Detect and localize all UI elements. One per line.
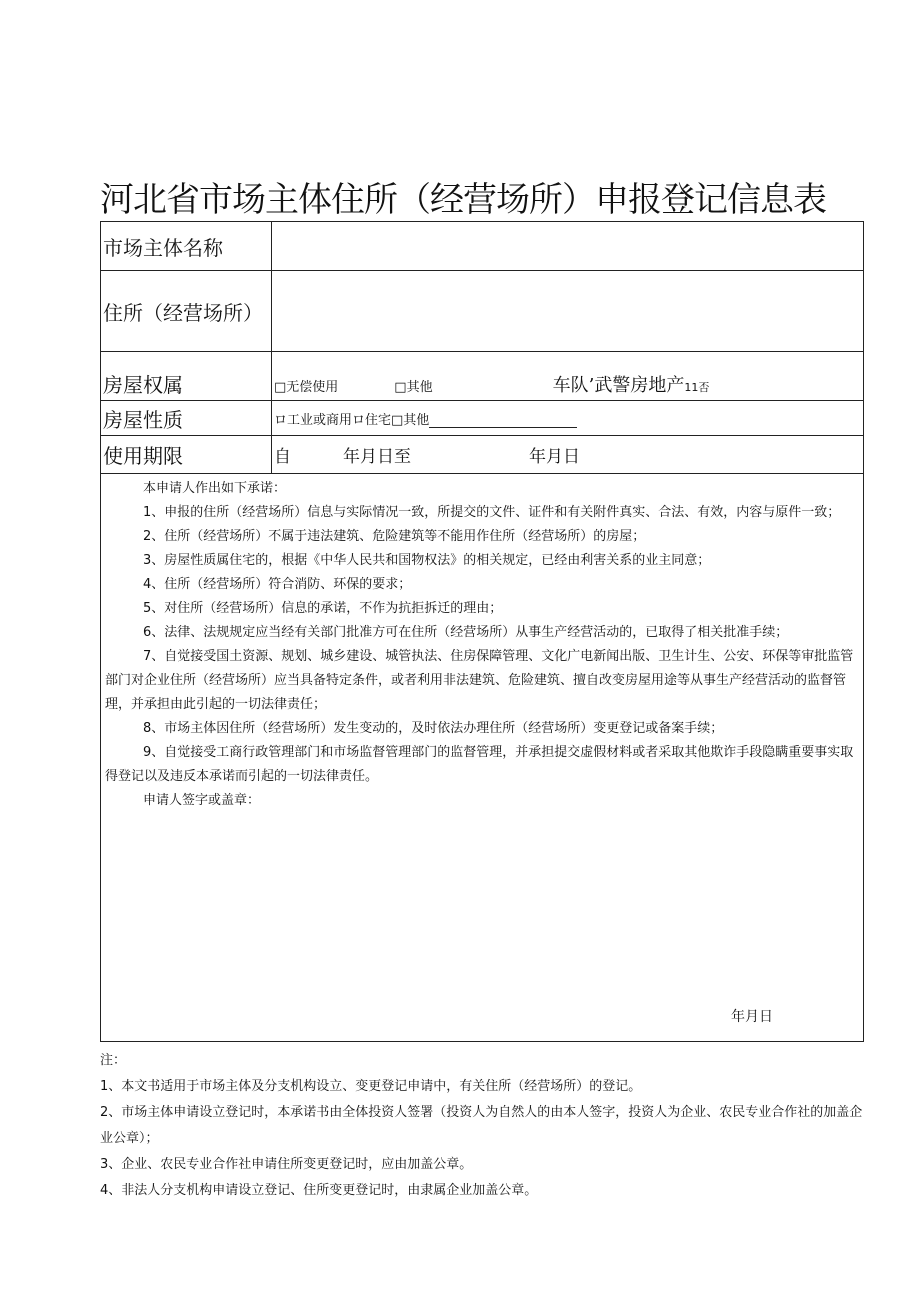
note-item-4: 4、非法人分支机构申请设立登记、住所变更登记时，由隶属企业加盖公章。 (100, 1183, 538, 1198)
commitment-item-9: 9、自觉接受工商行政管理部门和市场监督管理部门的监督管理，并承担提交虚假材料或者采取其他欺诈手段隐瞒重要事实取得登记以及违反本承诺而引起的一切法律责任。 (105, 745, 854, 784)
commitment-item-3: 3、房屋性质属住宅的，根据《中华人民共和国物权法》的相关规定，已经由利害关系的业主同意； (143, 553, 711, 568)
commitment-item-6: 6、法律、法规规定应当经有关部门批准方可在住所（经营场所）从事生产经营活动的，已取得了相关批准手续； (143, 625, 789, 640)
notes-heading: 注： (100, 1053, 127, 1068)
commitment-item-8: 8、市场主体因住所（经营场所）发生变动的，及时依法办理住所（经营场所）变更登记或备案手续； (143, 721, 724, 736)
commitment-item-2: 2、住所（经营场所）不属于违法建筑、危险建筑等不能用作住所（经营场所）的房屋； (143, 529, 646, 544)
note-item-3: 3、企业、农民专业合作社申请住所变更登记时，应由加盖公章。 (100, 1157, 473, 1172)
entity-name-field[interactable] (272, 222, 864, 271)
period-end-date[interactable]: 年月日 (529, 447, 580, 467)
commitment-item-1: 1、申报的住所（经营场所）信息与实际情况一致，所提交的文件、证件和有关附件真实、合法、有效，内容与原件一致； (143, 505, 841, 520)
entity-name-label: 市场主体名称 (101, 222, 272, 271)
ownership-extra-small: 11否 (684, 381, 710, 394)
address-field[interactable] (272, 271, 864, 352)
nature-options-text[interactable]: ロ工业或商用ロ住宅□其他 (274, 412, 430, 428)
notes-section (100, 1048, 870, 1204)
commitment-item-4: 4、住所（经营场所）符合消防、环保的要求； (143, 577, 412, 592)
period-label: 使用期限 (101, 436, 272, 474)
nature-label: 房屋性质 (101, 401, 272, 436)
form-title: 河北省市场主体住所（经营场所）申报登记信息表 (100, 180, 826, 220)
row-ownership (101, 352, 864, 401)
period-from: 自 (274, 447, 291, 467)
address-label: 住所（经营场所） (101, 271, 272, 352)
row-address (101, 271, 864, 352)
commitment-item-7: 7、自觉接受国土资源、规划、城乡建设、城管执法、住房保障管理、文化广电新闻出版、卫生计生、公安、环保等审批监管部门对企业住所（经营场所）应当具备特定条件，或者利用非法建筑、危险建筑、擅自改变房屋用途等从事生产经营活动的监督管理，并承担由此引起的一切法律责任； (105, 649, 854, 712)
ownership-option-other[interactable]: □其他 (394, 380, 433, 395)
ownership-label: 房屋权属 (101, 352, 272, 401)
row-nature (101, 401, 864, 436)
registration-form-table (100, 221, 864, 1042)
note-item-1: 1、本文书适用于市场主体及分支机构设立、变更登记申请中，有关住所（经营场所）的登记。 (100, 1079, 642, 1094)
row-entity-name (101, 222, 864, 271)
nature-options (272, 401, 864, 436)
commitment-item-5: 5、对住所（经营场所）信息的承诺，不作为抗拒拆迁的理由； (143, 601, 503, 616)
commitment-intro: 本申请人作出如下承诺： (143, 481, 287, 496)
note-item-2: 2、市场主体申请设立登记时，本承诺书由全体投资人签署（投资人为自然人的由本人签字，投资人为企业、农民专业合作社的加盖企业公章）； (100, 1105, 863, 1146)
ownership-extra-text: 车队’武警房地产 (552, 375, 685, 396)
ownership-option-free-use[interactable]: □无偿使用 (274, 380, 339, 395)
period-start-date[interactable]: 年月日至 (343, 447, 411, 467)
signature-label: 申请人签字或盖章： (143, 793, 261, 808)
row-period (101, 436, 864, 474)
period-field (272, 436, 864, 474)
commitment-cell (101, 474, 864, 1042)
commitment-date[interactable]: 年月日 (731, 1009, 773, 1025)
nature-other-blank[interactable] (429, 415, 577, 428)
row-commitment (101, 474, 864, 1042)
ownership-options (272, 352, 864, 401)
